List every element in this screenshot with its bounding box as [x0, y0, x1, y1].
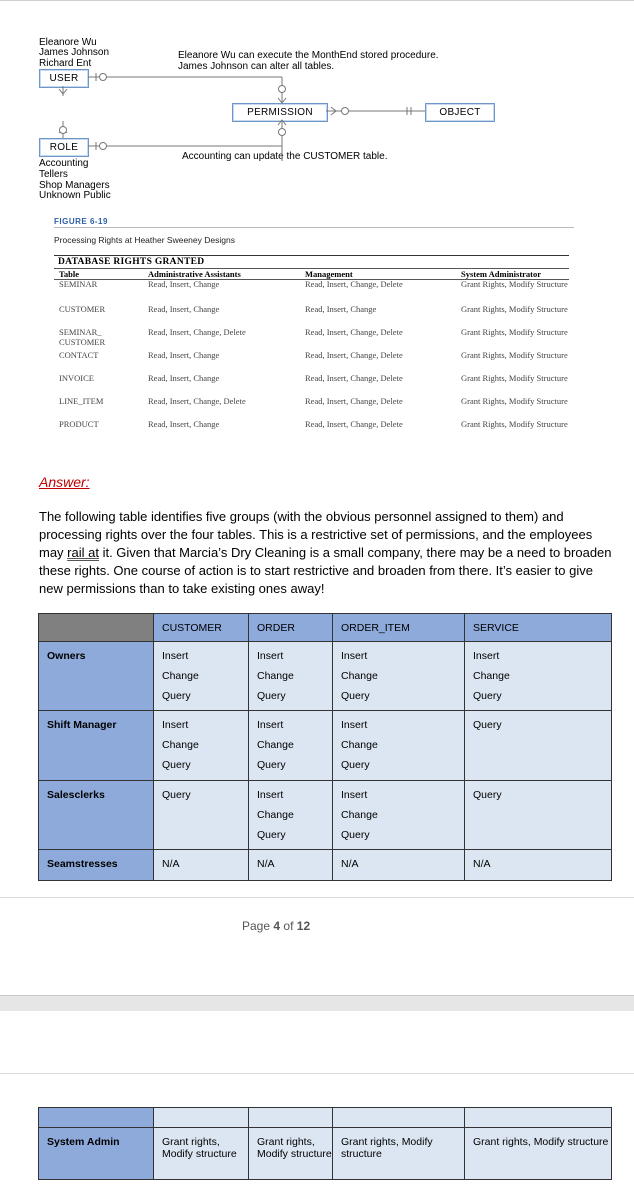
page-number: [242, 919, 310, 933]
permission-item: Insert: [341, 789, 368, 801]
column-header: SERVICE: [465, 614, 612, 642]
permission-cell: Grant rights, Modify structure: [249, 1128, 333, 1180]
role-entity-box: ROLE: [39, 138, 89, 157]
permission-cell: [249, 711, 333, 781]
figure-rights-cell: Read, Insert, Change: [148, 279, 220, 289]
permission-item: Query: [473, 690, 502, 702]
permission-cell: [465, 642, 612, 711]
table-corner-cell: [39, 614, 154, 642]
rights-table-header-row: [39, 614, 612, 642]
answer-label: Answer:: [39, 474, 90, 490]
figure-table-title: DATABASE RIGHTS GRANTED: [58, 257, 205, 267]
continued-header-cell: [154, 1108, 249, 1128]
answer-paragraph: [39, 508, 619, 598]
figure-rights-cell: Read, Insert, Change, Delete: [305, 396, 403, 406]
permission-item: Insert: [162, 650, 189, 662]
column-header: ORDER_ITEM: [333, 614, 465, 642]
role-name: Tellers: [39, 169, 68, 180]
permission-item: Query: [257, 690, 286, 702]
figure-rule: [54, 227, 574, 228]
figure-rights-cell: Read, Insert, Change: [148, 419, 220, 429]
permission-item: Insert: [257, 789, 284, 801]
table-row: [39, 642, 612, 711]
figure-table-name: LINE_ITEM: [59, 396, 104, 406]
rights-table-continued: [38, 1107, 612, 1180]
continued-header-cell: [249, 1108, 333, 1128]
figure-col-header: Administrative Assistants: [148, 269, 241, 279]
figure-col-header: Management: [305, 269, 353, 279]
permission-item: N/A: [473, 858, 491, 870]
permission-item: N/A: [257, 858, 275, 870]
permission-item: Query: [473, 719, 502, 731]
figure-rights-cell: Grant Rights, Modify Structure: [461, 419, 568, 429]
figure-table-name: CONTACT: [59, 350, 99, 360]
figure-table-name: CUSTOMER: [59, 304, 106, 314]
permission-cell: [333, 711, 465, 781]
table-row: [39, 711, 612, 781]
role-note: Accounting can update the CUSTOMER table.: [182, 151, 388, 162]
permission-item: Insert: [473, 650, 500, 662]
user-name: Eleanore Wu: [39, 37, 97, 48]
figure-rights-cell: Read, Insert, Change, Delete: [305, 419, 403, 429]
figure-rights-cell: Grant Rights, Modify Structure: [461, 327, 568, 337]
permission-item: Insert: [341, 719, 368, 731]
figure-col-header: Table: [59, 269, 80, 279]
figure-table-name: SEMINAR_ CUSTOMER: [59, 327, 106, 347]
page-word: Page: [242, 919, 271, 933]
permission-item: Change: [162, 739, 199, 751]
relationship-lines: [0, 1, 634, 201]
permission-cell: [333, 642, 465, 711]
permission-item: Change: [473, 670, 510, 682]
figure-rights-cell: Read, Insert, Change, Delete: [305, 373, 403, 383]
figure-col-header: System Administrator: [461, 269, 542, 279]
permission-cell: [333, 781, 465, 850]
figure-table-name: INVOICE: [59, 373, 94, 383]
total-pages: 12: [296, 919, 311, 933]
permission-item: Query: [162, 759, 191, 771]
permission-item: Query: [257, 759, 286, 771]
continued-header-cell: [333, 1108, 465, 1128]
answer-text: The following table identifies five groups (with the obvious personnel assigned to them) and processing rights over the four tables. This is a restrictive set of permissions, and the employees may: [39, 509, 593, 560]
page-footer-divider: [0, 897, 634, 898]
figure-rights-cell: Read, Insert, Change, Delete: [148, 396, 246, 406]
figure-caption: Processing Rights at Heather Sweeney Designs: [54, 235, 235, 245]
permission-item: Query: [341, 690, 370, 702]
permission-item: Query: [473, 789, 502, 801]
permission-entity-box: PERMISSION: [232, 103, 328, 122]
permission-cell: [249, 850, 333, 881]
figure-table-name: SEMINAR: [59, 279, 98, 289]
column-header: CUSTOMER: [154, 614, 249, 642]
permission-item: Change: [341, 739, 378, 751]
permission-item: Query: [162, 789, 191, 801]
permission-item: Change: [257, 670, 294, 682]
permission-item: Insert: [257, 719, 284, 731]
continued-header-row: [39, 1108, 612, 1128]
permission-cell: Grant rights, Modify structure: [465, 1128, 612, 1180]
figure-rights-cell: Read, Insert, Change, Delete: [148, 327, 246, 337]
figure-rights-cell: Read, Insert, Change: [148, 350, 220, 360]
role-name: Accounting: [39, 158, 89, 169]
user-name: Richard Ent: [39, 58, 92, 69]
continued-header-cell: [39, 1108, 154, 1128]
permission-cell: Grant rights, Modify structure: [333, 1128, 465, 1180]
permission-cell: [154, 711, 249, 781]
answer-text-underlined: rail at: [67, 545, 99, 560]
permission-cell: [249, 781, 333, 850]
object-entity-box: OBJECT: [425, 103, 495, 122]
permission-cell: [465, 850, 612, 881]
permission-cell: [465, 781, 612, 850]
figure-rights-cell: Grant Rights, Modify Structure: [461, 396, 568, 406]
permission-cell: [154, 781, 249, 850]
rights-table: [38, 613, 612, 881]
role-name: Unknown Public: [39, 190, 111, 201]
system-admin-row: [39, 1128, 612, 1180]
permission-cell: [154, 850, 249, 881]
permission-cell: Grant rights, Modify structure: [154, 1128, 249, 1180]
row-header: Shift Manager: [39, 711, 154, 781]
figure-rights-cell: Read, Insert, Change, Delete: [305, 279, 403, 289]
permission-item: N/A: [162, 858, 180, 870]
figure-rights-cell: Grant Rights, Modify Structure: [461, 350, 568, 360]
permission-item: Query: [341, 759, 370, 771]
permission-item: N/A: [341, 858, 359, 870]
rights-table-body: [39, 642, 612, 881]
permission-item: Change: [341, 670, 378, 682]
figure-rights-cell: Read, Insert, Change: [305, 304, 377, 314]
figure-rights-cell: Read, Insert, Change: [148, 373, 220, 383]
figure-table-top-rule: [54, 255, 569, 256]
column-header: ORDER: [249, 614, 333, 642]
answer-text: it. Given that Marcia’s Dry Cleaning is a small company, there may be a need to broaden these rights. One course of action is to start restrictive and broaden from there. It’s easier to give new permissions than to take existing ones away!: [39, 545, 612, 596]
row-header: Salesclerks: [39, 781, 154, 850]
document-page-5: [0, 1011, 634, 1189]
row-header: System Admin: [39, 1128, 154, 1180]
figure-rights-cell: Read, Insert, Change: [148, 304, 220, 314]
table-row: [39, 781, 612, 850]
permission-item: Change: [257, 739, 294, 751]
permission-item: Insert: [162, 719, 189, 731]
page-header-divider: [0, 1073, 634, 1074]
permission-cell: [249, 642, 333, 711]
permission-item: Query: [257, 829, 286, 841]
row-header: Seamstresses: [39, 850, 154, 881]
permission-cell: [333, 850, 465, 881]
figure-rights-cell: Read, Insert, Change, Delete: [305, 327, 403, 337]
continued-header-cell: [465, 1108, 612, 1128]
user-entity-box: USER: [39, 69, 89, 88]
table-row: [39, 850, 612, 881]
permission-item: Change: [341, 809, 378, 821]
figure-rights-cell: Grant Rights, Modify Structure: [461, 279, 568, 289]
row-header: Owners: [39, 642, 154, 711]
permission-item: Change: [162, 670, 199, 682]
user-note: James Johnson can alter all tables.: [178, 61, 335, 72]
figure-rights-cell: Grant Rights, Modify Structure: [461, 304, 568, 314]
permission-cell: [154, 642, 249, 711]
permission-item: Query: [162, 690, 191, 702]
figure-rights-cell: Read, Insert, Change, Delete: [305, 350, 403, 360]
figure-rights-cell: Grant Rights, Modify Structure: [461, 373, 568, 383]
permission-item: Query: [341, 829, 370, 841]
user-note: Eleanore Wu can execute the MonthEnd stored procedure.: [178, 50, 439, 61]
permission-item: Insert: [341, 650, 368, 662]
of-word: of: [283, 919, 294, 933]
figure-label: FIGURE 6-19: [54, 217, 108, 226]
current-page: 4: [273, 919, 281, 933]
user-name: James Johnson: [39, 47, 110, 58]
permission-cell: [465, 711, 612, 781]
figure-table-name: PRODUCT: [59, 419, 99, 429]
role-name: Shop Managers: [39, 180, 110, 191]
permission-item: Change: [257, 809, 294, 821]
permission-item: Insert: [257, 650, 284, 662]
